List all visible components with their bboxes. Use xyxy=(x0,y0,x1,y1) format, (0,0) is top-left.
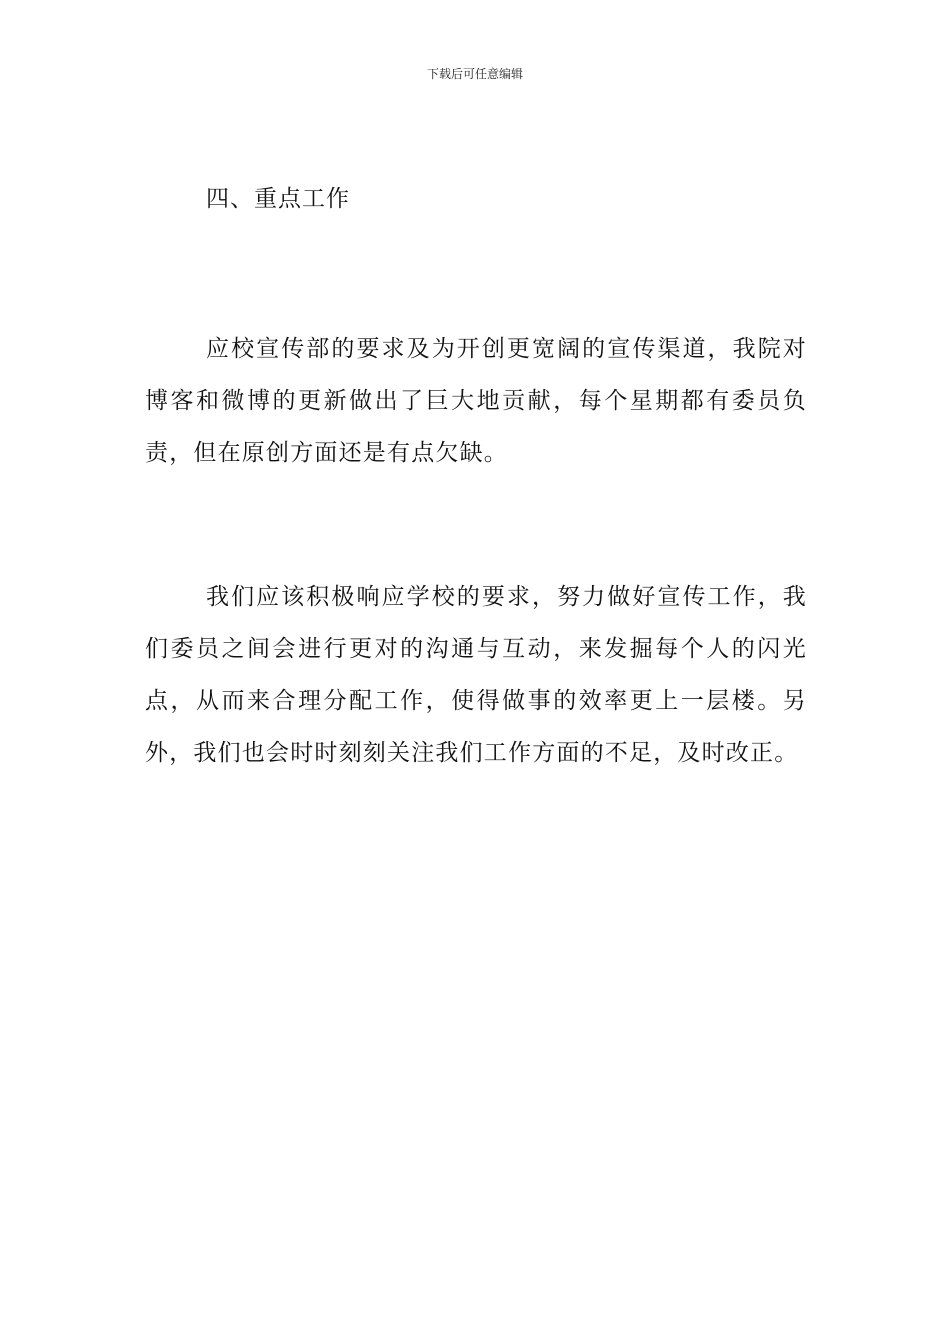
paragraph-1: 应校宣传部的要求及为开创更宽阔的宣传渠道，我院对博客和微博的更新做出了巨大地贡献，每个星期都有委员负责，但在原创方面还是有点欠缺。 xyxy=(145,336,807,466)
page-header-note: 下载后可任意编辑 xyxy=(426,67,523,81)
section-heading: 四、重点工作 xyxy=(206,186,350,212)
paragraph-2: 我们应该积极响应学校的要求，努力做好宣传工作，我们委员之间会进行更对的沟通与互动，来发掘每个人的闪光点，从而来合理分配工作，使得做事的效率更上一层楼。另外，我们也会时时刻刻关注我们工作方面的不足，及时改正。 xyxy=(145,584,807,766)
